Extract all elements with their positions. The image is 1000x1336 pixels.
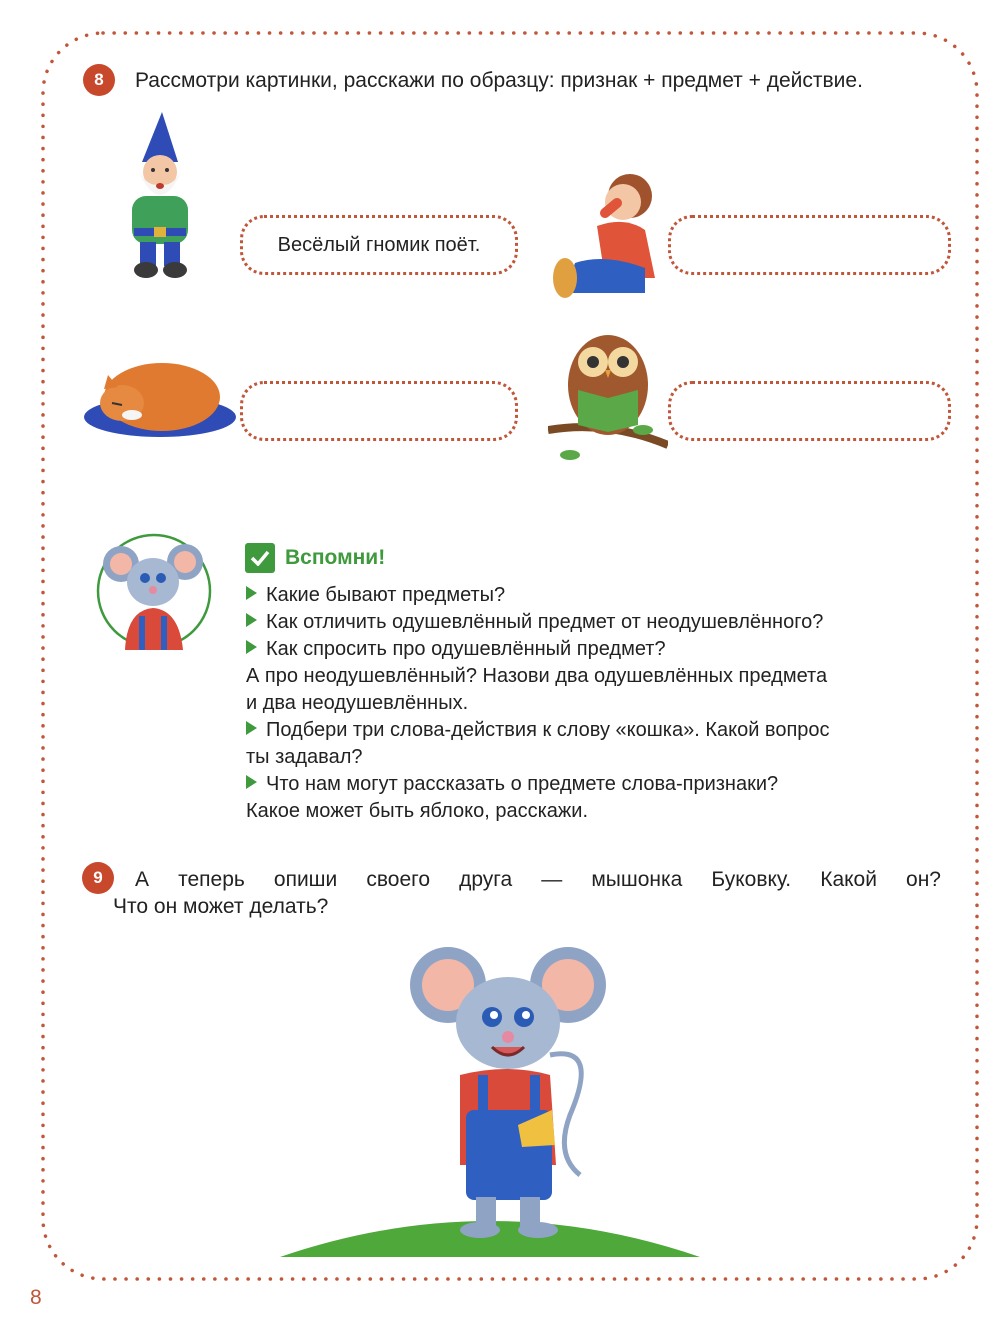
bullet-icon bbox=[246, 721, 257, 735]
mouse-bukovka-icon bbox=[280, 935, 700, 1260]
remember-line: Какое может быть яблоко, расскажи. bbox=[246, 800, 589, 822]
check-icon bbox=[245, 543, 275, 573]
remember-line: и два неодушевлённых. bbox=[246, 692, 469, 714]
mouse-avatar bbox=[95, 532, 213, 650]
remember-line: Как отличить одушевлённый предмет от неодушевлённого? bbox=[246, 609, 946, 636]
task-9-number: 9 bbox=[82, 862, 114, 894]
bullet-icon bbox=[246, 640, 257, 654]
remember-heading bbox=[245, 543, 385, 573]
task-9-line-2: Что он может делать? bbox=[113, 895, 329, 918]
example-answer: Весёлый гномик поёт. bbox=[277, 233, 481, 256]
answer-bubble-cat[interactable] bbox=[240, 381, 518, 441]
sleeping-cat-icon bbox=[82, 345, 242, 440]
gnome-icon bbox=[120, 110, 200, 285]
remember-line: Что нам могут рассказать о предмете слова-признаки? bbox=[246, 771, 946, 798]
bullet-icon bbox=[246, 613, 257, 627]
remember-line: А про неодушевлённый? Назови два одушевлённых предмета bbox=[246, 665, 828, 687]
crying-boy-icon bbox=[545, 168, 670, 303]
remember-line: ты задавал? bbox=[246, 746, 363, 768]
task-8-instruction: Рассмотри картинки, расскажи по образцу: признак + предмет + действие. bbox=[135, 69, 863, 92]
example-answer-bubble bbox=[240, 215, 518, 275]
answer-bubble-owl[interactable] bbox=[668, 381, 951, 441]
owl-reading-icon bbox=[548, 320, 668, 470]
task-8-number: 8 bbox=[83, 64, 115, 96]
page-number: 8 bbox=[30, 1286, 42, 1309]
bullet-icon bbox=[246, 775, 257, 789]
remember-line: Как спросить про одушевлённый предмет? bbox=[246, 636, 946, 663]
task-9-line-1: А теперь опиши своего друга — мышонка Буковку. Какой он? bbox=[135, 868, 941, 891]
remember-line: Подбери три слова-действия к слову «кошка». Какой вопрос bbox=[246, 717, 946, 744]
bullet-icon bbox=[246, 586, 257, 600]
remember-list bbox=[246, 582, 946, 825]
remember-title: Вспомни! bbox=[285, 546, 386, 569]
answer-bubble-boy[interactable] bbox=[668, 215, 951, 275]
remember-line: Какие бывают предметы? bbox=[246, 582, 946, 609]
